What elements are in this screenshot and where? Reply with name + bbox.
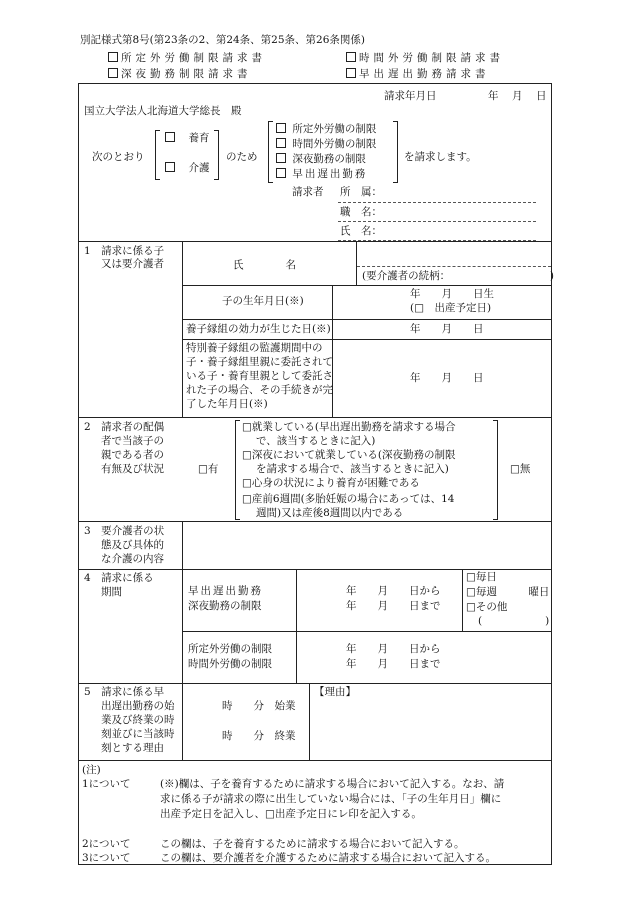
- restriction-option-scheduled[interactable]: 所定外労働の制限: [276, 123, 376, 135]
- section5-label-4: 刻並びに当該時: [101, 728, 175, 740]
- relationship-field[interactable]: (要介護者の続柄： ): [362, 270, 554, 282]
- checkbox[interactable]: [346, 68, 356, 78]
- divider: [182, 241, 183, 417]
- special-adoption-value[interactable]: 年 月 日: [410, 372, 484, 384]
- special-adoption-label-3: いる子・養育里親として委託さ: [186, 370, 333, 382]
- title-option-night[interactable]: 深夜勤務制限請求書: [108, 68, 252, 80]
- period1-to[interactable]: 年 月 日まで: [346, 600, 441, 612]
- period-overtime-label: 時間外労働の制限: [188, 658, 272, 670]
- divider: [78, 241, 552, 242]
- requester-label: 請求者: [292, 186, 324, 198]
- birthdate-label: 子の生年月日(※): [222, 295, 304, 307]
- form-reference: 別記様式第8号(第23条の2、第24条、第25条、第26条関係): [80, 34, 365, 46]
- divider: [182, 339, 552, 340]
- checkbox[interactable]: [276, 123, 286, 133]
- adoption-date-value[interactable]: 年 月 日: [410, 323, 484, 335]
- section1-label-line2: 又は要介護者: [101, 258, 164, 270]
- condition-4[interactable]: □産前6週間(多胎妊娠の場合にあっては、14: [242, 493, 455, 505]
- divider: [182, 521, 183, 569]
- child-name-label: 氏 名: [233, 259, 296, 271]
- checkbox[interactable]: [276, 138, 286, 148]
- notes-title: (注): [82, 764, 101, 776]
- note3-key: 3について: [82, 852, 131, 864]
- condition-1[interactable]: □就業している(早出遅出勤務を請求する場合: [242, 421, 456, 433]
- special-adoption-label-5: 了した年月日(※): [186, 398, 268, 410]
- restriction-option-night[interactable]: 深夜勤務の制限: [276, 153, 366, 165]
- title-option-overtime-scheduled[interactable]: 所定外労働制限請求書: [108, 52, 266, 64]
- checkbox[interactable]: [165, 162, 175, 172]
- period1-from[interactable]: 年 月 日から: [346, 585, 441, 597]
- section3-label-1: 3 要介護者の状: [84, 525, 165, 537]
- date-month: 月: [512, 90, 523, 102]
- period2-from[interactable]: 年 月 日から: [346, 643, 441, 655]
- reason-option-care[interactable]: 介護: [165, 162, 210, 174]
- condition-2[interactable]: □深夜において就業している(深夜勤務の制限: [242, 449, 456, 461]
- date-year: 年: [488, 90, 499, 102]
- divider: [78, 760, 552, 761]
- section4-label-1: 4 請求に係る: [84, 572, 154, 584]
- divider: [356, 241, 357, 285]
- checkbox[interactable]: [346, 52, 356, 62]
- due-date-option[interactable]: (□ 出産予定日): [410, 302, 492, 314]
- requester-dept-label: 所 属：: [340, 186, 382, 198]
- checkbox[interactable]: [276, 153, 286, 163]
- birthdate-value[interactable]: 年 月 日生: [410, 288, 494, 300]
- divider: [309, 683, 310, 760]
- title-option-early-late[interactable]: 早出遅出勤務請求書: [346, 68, 490, 80]
- intro-middle: のため: [226, 151, 258, 163]
- reason-label: 【理由】: [314, 686, 356, 698]
- end-time-field[interactable]: 時 分 終業: [222, 730, 296, 742]
- bracket-left: [235, 420, 240, 520]
- section3-label-2: 態及び具体的: [101, 539, 164, 551]
- section5-label-5: 刻とする理由: [101, 742, 164, 754]
- reason-option-childcare[interactable]: 養育: [165, 132, 210, 144]
- requester-dept-line[interactable]: [338, 202, 536, 203]
- section5-label-2: 出遅出勤務の始: [101, 700, 175, 712]
- divider: [182, 319, 552, 320]
- checkbox[interactable]: [108, 68, 118, 78]
- divider: [78, 683, 552, 684]
- request-date-label: 請求年月日: [384, 90, 437, 102]
- note2-key: 2について: [82, 838, 131, 850]
- section2-label-1: 2 請求者の配偶: [84, 421, 165, 433]
- restriction-option-early-late[interactable]: 早出遅出勤務: [276, 168, 367, 180]
- section2-label-2: 者で当該子の: [101, 435, 164, 447]
- period2-to[interactable]: 年 月 日まで: [346, 658, 441, 670]
- section2-label-3: 親である者の: [101, 449, 164, 461]
- note1-line2: 求に係る子が請求の際に出生していない場合には、「子の生年月日」欄に: [160, 793, 502, 805]
- section1-label-line1: 1 請求に係る子: [84, 245, 165, 257]
- condition-2-cont: を請求する場合で、該当するときに記入): [256, 463, 449, 475]
- period-early-late-label: 早出遅出勤務: [188, 585, 263, 597]
- requester-title-line[interactable]: [338, 221, 536, 222]
- checkbox[interactable]: [276, 168, 286, 178]
- note1-line1: (※)欄は、子を養育するために請求する場合において記入する。なお、請: [160, 778, 505, 790]
- note1-key: 1について: [82, 778, 131, 790]
- note2-line1: この欄は、子を養育するために請求する場合において記入する。: [160, 838, 465, 850]
- freq-other-option[interactable]: □その他: [466, 601, 508, 613]
- bracket-left: [268, 121, 273, 183]
- condition-3[interactable]: □心身の状況により養育が困難である: [242, 477, 420, 489]
- divider: [78, 521, 552, 522]
- divider: [182, 683, 183, 760]
- restriction-option-overtime[interactable]: 時間外労働の制限: [276, 138, 376, 150]
- section5-label-1: 5 請求に係る早: [84, 686, 165, 698]
- bracket-right: [214, 130, 219, 180]
- addressee: 国立大学法人北海道大学総長 殿: [84, 105, 242, 117]
- bracket-right: [393, 121, 398, 183]
- divider: [182, 285, 552, 286]
- divider: [296, 569, 297, 683]
- start-time-field[interactable]: 時 分 始業: [222, 700, 296, 712]
- section4-label-2: 期間: [101, 586, 122, 598]
- freq-other-detail[interactable]: ( ): [478, 615, 550, 627]
- date-day: 日: [536, 90, 547, 102]
- child-name-line[interactable]: [357, 266, 551, 267]
- bracket-left: [155, 130, 160, 180]
- freq-daily-option[interactable]: □毎日: [466, 571, 497, 583]
- requester-title-label: 職 名：: [340, 206, 382, 218]
- requester-name-label: 氏 名：: [340, 225, 382, 237]
- divider: [462, 569, 463, 631]
- spouse-has-option[interactable]: □有: [198, 463, 219, 475]
- divider: [78, 417, 552, 418]
- special-adoption-label-1: 特別養子縁組の監護期間中の: [186, 342, 323, 354]
- special-adoption-label-4: れた子の場合、その手続きが完: [186, 384, 333, 396]
- note1-line3: 出産予定日を記入し、□出産予定日にレ印を記入する。: [160, 808, 422, 820]
- condition-4-cont: 週間)又は産後8週間以内である: [256, 507, 404, 519]
- section2-label-4: 有無及び状況: [101, 463, 164, 475]
- divider: [182, 631, 552, 632]
- checkbox[interactable]: [165, 132, 175, 142]
- section3-label-3: な介護の内容: [101, 553, 164, 565]
- special-adoption-label-2: 子・養子縁組里親に委託されて: [186, 356, 333, 368]
- intro-prefix: 次のとおり: [92, 151, 145, 163]
- divider: [182, 569, 183, 683]
- divider: [78, 569, 552, 570]
- freq-weekly-option[interactable]: □毎週 曜日: [466, 586, 550, 598]
- bracket-right: [493, 420, 498, 520]
- note3-line1: この欄は、要介護者を介護するために請求する場合において記入する。: [160, 852, 496, 864]
- title-option-overtime-extra[interactable]: 時間外労働制限請求書: [346, 52, 504, 64]
- checkbox[interactable]: [108, 52, 118, 62]
- period-scheduled-label: 所定外労働の制限: [188, 643, 272, 655]
- divider: [332, 285, 333, 417]
- intro-suffix: を請求します。: [404, 151, 477, 163]
- condition-1-cont: で、該当するときに記入): [256, 435, 376, 447]
- spouse-none-option[interactable]: □無: [510, 463, 531, 475]
- section5-label-3: 業及び終業の時: [101, 714, 175, 726]
- adoption-date-label: 養子縁組の効力が生じた日(※): [186, 323, 331, 335]
- period-night-label: 深夜勤務の制限: [188, 600, 262, 612]
